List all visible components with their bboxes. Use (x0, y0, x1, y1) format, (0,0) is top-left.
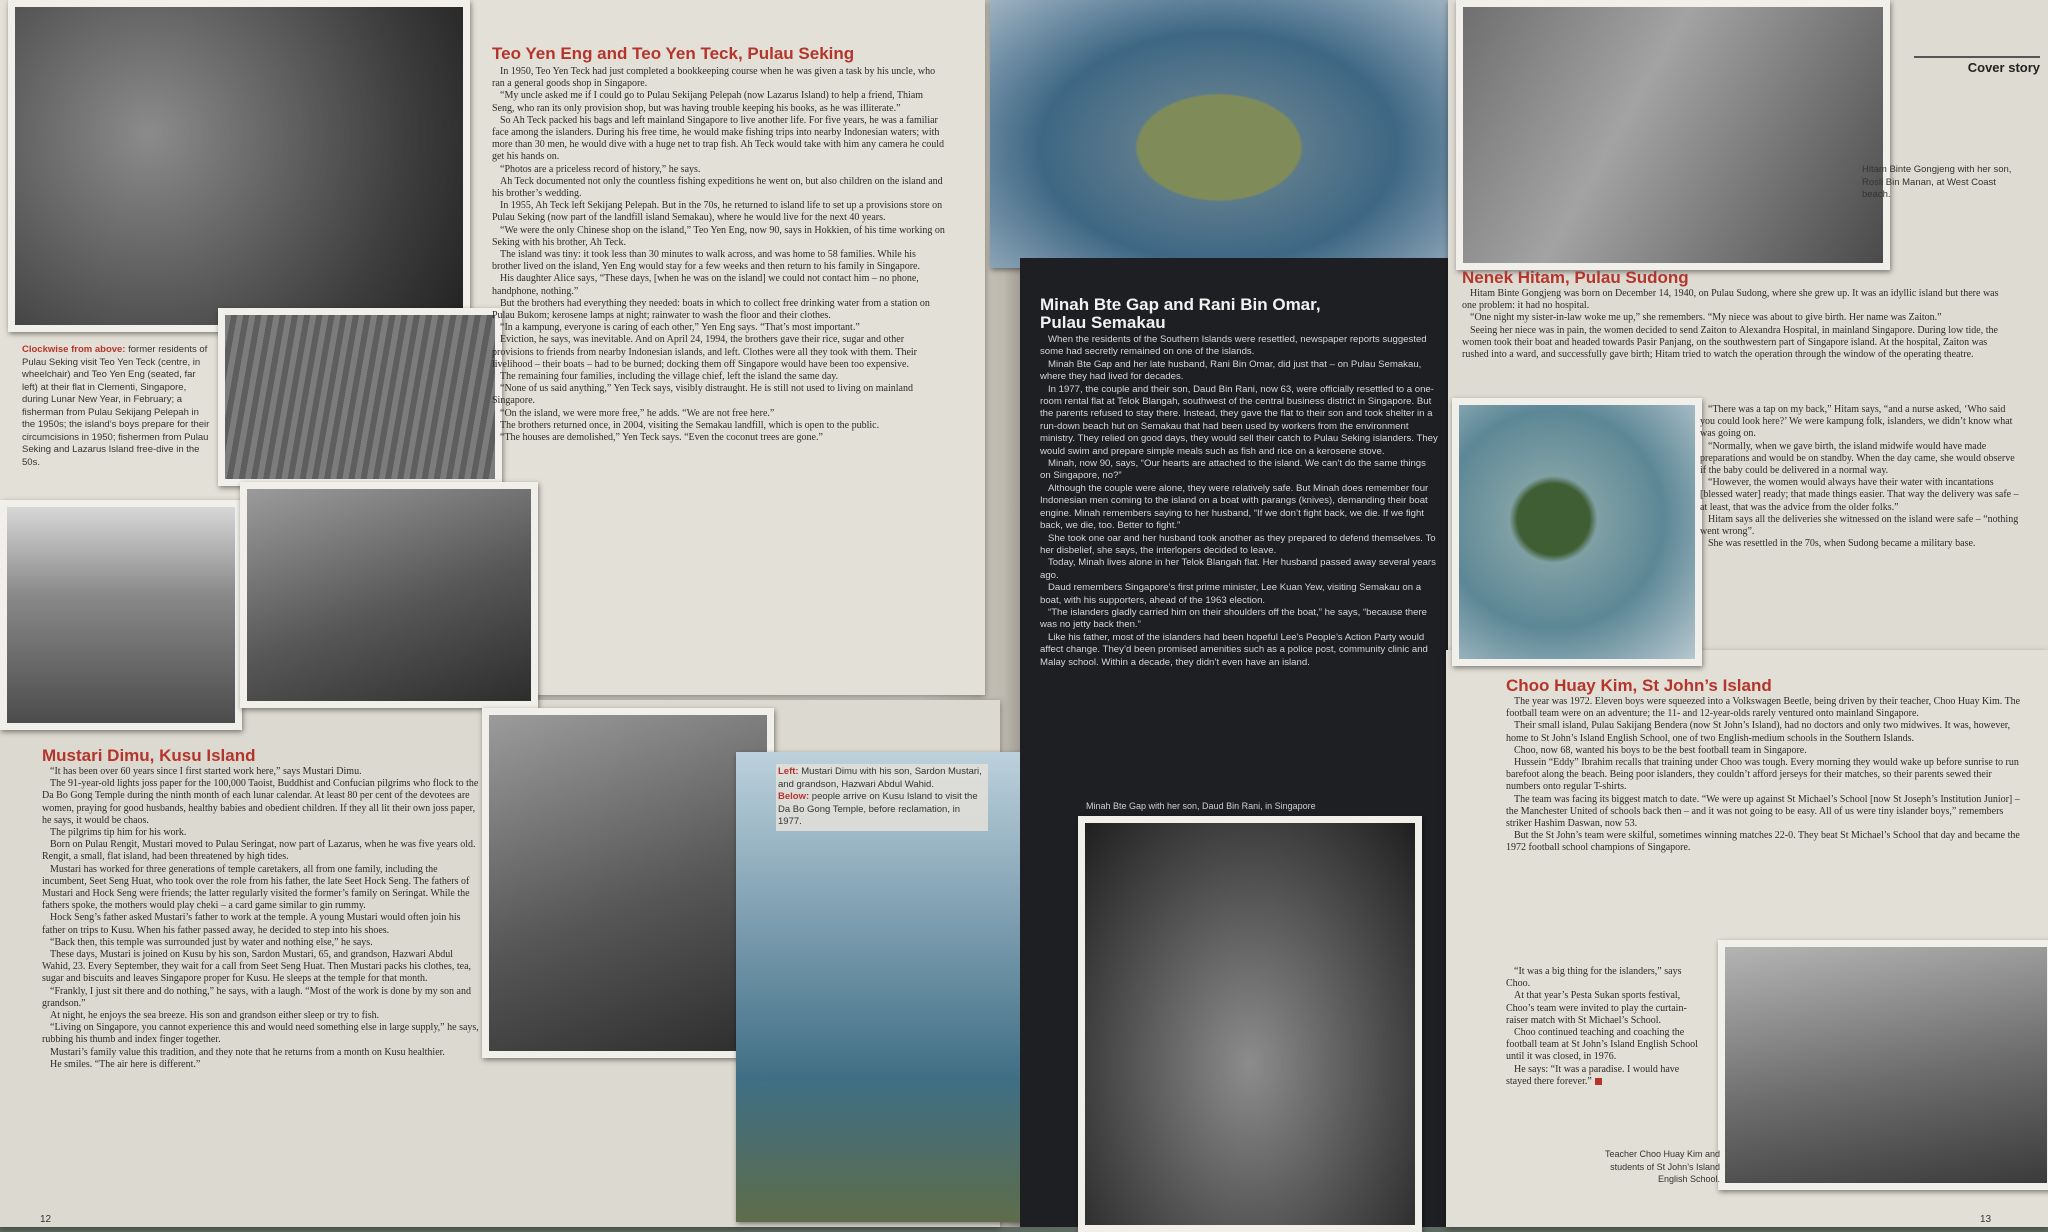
teo-para: The brothers returned once, in 2004, visiting the Semakau landfill, which is open to the public. (500, 419, 880, 431)
hitam-rosli-photo (1456, 0, 1890, 270)
mustari-caption-below: people arrive on Kusu Island to visit the Da Bo Gong Temple, before reclamation, in 1977. (778, 791, 978, 827)
choo-caption: Teacher Choo Huay Kim and students of St John’s Island English School. (1604, 1149, 1720, 1184)
hitam-caption: Hitam Binte Gongjeng with her son, Rosli Bin Manan, at West Coast beach. (1862, 164, 2012, 200)
teo-para: Eviction, he says, was inevitable. And on April 24, 1994, the brothers gave their rice, sugar and other provisions to friends from nearby Indonesian islands, and left. Clothes were all they took with them. Their livelihood – their boats – had to be burned; docking them off Singapore would have been too expensive. (492, 334, 918, 370)
hitam-para: “Normally, when we gave birth, the island midwife would have made preparations and would be on standby. When the day came, she would observe if the baby could be delivered in a normal way. (1700, 440, 2015, 477)
page-number-left: 12 (40, 1214, 52, 1225)
choo-students-photo (1718, 940, 2048, 1190)
mustari-caption-left: Mustari Dimu with his son, Sardon Mustari, and grandson, Hazwari Abdul Wahid. (778, 766, 982, 790)
teo-para: Ah Teck documented not only the countless fishing expeditions he went on, but also children on the island and his brother’s wedding. (492, 175, 943, 200)
minah-para: Minah Bte Gap and her late husband, Rani Bin Omar, did just that – on Pulau Semakau, where they had lived for decades. (1040, 358, 1422, 383)
choo-para (1506, 1064, 1702, 1088)
teo-title: Teo Yen Eng and Teo Yen Teck, Pulau Seking (492, 44, 855, 63)
cover-story-label: Cover story (1914, 56, 2040, 75)
mustari-para: “Frankly, I just sit there and do nothing,” he says, with a laugh. “Most of the work is done by my son and grandson.” (42, 985, 471, 1009)
hitam-para: Seeing her niece was in pain, the women decided to send Zaiton to Alexandra Hospital, in mainland Singapore. During low tide, the women took their boat and headed towards Pasir Panjang, on the southwestern part of Singapore island. At the hospital, Zaiton was rushed into a ward, and successfully gave birth; Hitam tried to watch the operation through the window of the operating theatre. (1462, 324, 1998, 361)
mustari-para: Born on Pulau Rengit, Mustari moved to Pulau Seringat, now part of Lazarus, when he was five years old. Rengit, a small, flat island, had been threatened by high tides. (42, 839, 476, 863)
teo-para: “We were the only Chinese shop on the island,” Teo Yen Eng, now 90, says in Hokkien, of his time working on Seking with his brother, Ah Teck. (492, 224, 945, 248)
mustari-para: Mustari has worked for three generations of temple caretakers, all from one family, including the incumbent, Seet Seng Huat, who took over the role from his father, the late Seet Hock Seng. The fathers of Mustari and Hock Seng were friends; the latter regularly visited the former’s family on Seringat. While the fathers spoke, the mothers would play cheki – a card game similar to gin rummy. (42, 863, 470, 912)
teo-para: But the brothers had everything they needed: boats in which to collect free drinking water from a station on Pulau Bukom; kerosene lamps at night; rainwater to wash the floor and their clothes. (492, 297, 930, 322)
mustari-para: Mustari’s family value this tradition, and they note that he returns from a month on Kusu healthier. (50, 1046, 445, 1058)
minah-caption: Minah Bte Gap with her son, Daud Bin Rani, in Singapore (1086, 801, 1316, 811)
minah-title-line1: Minah Bte Gap and Rani Bin Omar, (1040, 295, 1321, 314)
teo-para: The island was tiny: it took less than 30 minutes to walk across, and was home to 58 families. While his brother lived on the island, Yen Eng would stay for a few weeks and then return to his family in Singapore. (492, 249, 920, 273)
mustari-caption-left-lead: Left: (778, 766, 799, 777)
mustari-para: The pilgrims tip him for his work. (50, 827, 187, 839)
minah-title-line2: Pulau Semakau (1040, 313, 1166, 332)
semakau-aerial-photo (990, 0, 1448, 268)
choo-title: Choo Huay Kim, St John’s Island (1506, 676, 1772, 695)
teo-caption-lead: Clockwise from above: (22, 344, 126, 355)
teo-para: His daughter Alice says, “These days, [when he was on the island] we could not contact him – no phone, handphone, nothing.” (492, 273, 919, 297)
teo-caption (22, 344, 214, 469)
mustari-para: “It has been over 60 years since I first started work here,” says Mustari Dimu. (50, 766, 362, 777)
minah-para: In 1977, the couple and their son, Daud Bin Rani, now 63, were officially resettled to a one-room rental flat at Telok Blangah, southwest of the central business district in Singapore. But the parents refused to stay there. Instead, they gave the flat to their son and took shelter in a run-down beach hut on Semakau that had been used by workers from the environment ministry. They relied on good days, they would sell their catch to Pulau Seking islanders. They would swim and prepare simple meals such as fish and rice on a kerosene stove. (1040, 383, 1438, 457)
minah-para: Today, Minah lives alone in her Telok Blangah flat. Her husband passed away several years ago. (1040, 557, 1436, 581)
teo-caption-text: former residents of Pulau Seking visit Teo Yen Teck (centre, in wheelchair) and Teo Yen Eng (seated, far left) at their flat in Clementi, Singapore, during Lunar New Year, in February; a fisherman from Pulau Sekijang Pelepah in the 1950s; the island’s boys prepare for their circumcisions in 1950; fishermen from Pulau Seking and Lazarus Island free-dive in the 50s. (22, 344, 210, 468)
teo-para: The remaining four families, including the village chief, left the island the same day. (500, 371, 839, 383)
hitam-para: Hitam says all the deliveries she witnessed on the island were safe – “nothing went wrong”. (1700, 513, 2019, 538)
minah-para: Although the couple were alone, they were relatively safe. But Minah does remember four Indonesian men coming to the island on a boat with parangs (knives), demanding their boat engine. Minah remembers saying to her husband, “If we don’t fight back, we die. If we fight back, we die, too. Better to fight.” (1040, 482, 1429, 532)
mustari-para: These days, Mustari is joined on Kusu by his son, Sardon Mustari, 65, and grandson, Hazwari Abdul Wahid, 23. Every September, they wait for a call from Seet Seng Huat. Then Mustari packs his clothes, tea, sugar and biscuits and leaves Singapore proper for Kusu. He sleeps at the temple for that month. (42, 949, 472, 985)
choo-para: Choo, now 68, wanted his boys to be the best football team in Singapore. (1514, 744, 1807, 756)
minah-para: Daud remembers Singapore’s first prime minister, Lee Kuan Yew, visiting Semakau on a boat, with his supporters, ahead of the 1963 election. (1040, 582, 1422, 606)
mustari-para: Hock Seng’s father asked Mustari’s father to work at the temple. A young Mustari would often join his father on trips to Kusu. When his father passed away, he decided to step into his shoes. (42, 912, 461, 936)
teo-para: “None of us said anything,” Yen Teck says, visibly distraught. He is still not used to living on mainland Singapore. (492, 383, 913, 407)
teo-para: So Ah Teck packed his bags and left mainland Singapore to live another life. For five years, he was a familiar face among the islanders. During his free time, he would make fishing trips into nearby Indonesian waters; with more than 30 men, he would dive with a huge net to trap fish. Ah Teck would take with him any camera he could get his hands on. (492, 114, 945, 163)
choo-para: Choo continued teaching and coaching the football team at St John’s Island English School until it was closed, in 1976. (1506, 1027, 1698, 1063)
hitam-para: Hitam Binte Gongjeng was born on December 14, 1940, on Pulau Sudong, where she grew up. It was an idyllic island but there was one problem: it had no hospital. (1462, 288, 1999, 312)
minah-para: “The islanders gladly carried him on their shoulders off the boat,” he says, “because there was no jetty back then.” (1040, 606, 1427, 631)
teo-para: “My uncle asked me if I could go to Pulau Sekijang Pelepah (now Lazarus Island) to help a friend, Thiam Seng, who ran its only provision shop, but was having trouble keeping his books, as he was illiterate.” (492, 90, 924, 114)
mustari-para: “Living on Singapore, you cannot experience this and would need something else in large supply,” he says, rubbing his thumb and index finger together. (42, 1022, 479, 1046)
teo-para: In 1955, Ah Teck left Sekijang Pelepah. But in the 70s, he returned to island life to set up a provisions store on Pulau Seking (now part of the landfill island Semakau), where he would live for the next 40 years. (492, 200, 943, 224)
minah-title (1040, 296, 1321, 332)
end-mark-icon (1595, 1078, 1602, 1085)
mustari-caption-below-lead: Below: (778, 791, 810, 802)
sudong-aerial-photo (1452, 398, 1702, 666)
choo-para: At that year’s Pesta Sukan sports festival, Choo’s team were invited to play the curtain-raiser match with St Michael’s School. (1506, 990, 1687, 1026)
mustari-title: Mustari Dimu, Kusu Island (42, 746, 256, 765)
teo-para: In 1950, Teo Yen Teck had just completed a bookkeeping course when he was given a task by his uncle, who ran a general goods shop in Singapore. (492, 66, 936, 90)
choo-para: Their small island, Pulau Sakijang Bendera (now St John’s Island), had no doctors and only two midwives. It was, however, home to St John’s Island English School, one of two English-medium schools in the Southern Islands. (1506, 720, 2011, 744)
hitam-para: “However, the women would always have their water with incantations [blessed water] ready; that made things easier. That way the delivery was safe – at least, that was the advice from the older folks.” (1700, 477, 2019, 513)
page-number-right: 13 (1980, 1214, 1992, 1225)
mustari-caption (776, 764, 988, 831)
hitam-intro (1462, 288, 2010, 392)
mustari-body (42, 766, 480, 1196)
mustari-family-photo (482, 708, 774, 1058)
minah-para: Like his father, most of the islanders had been hopeful Lee’s People’s Action Party would affect change. They’d been promised amenities such as a police post, community clinic and Malay school. Within a decade, they didn’t even have an island. (1040, 631, 1428, 668)
minah-body (1040, 334, 1438, 764)
mustari-para: He smiles. “The air here is different.” (50, 1058, 201, 1070)
hitam-para: “There was a tap on my back,” Hitam says, “and a nurse asked, ‘Who said you could look here?’ We were kampung folk, islanders, we didn’t know what was going on. (1700, 404, 2013, 440)
mustari-para: At night, he enjoys the sea breeze. His son and grandson either sleep or try to fish. (50, 1010, 380, 1022)
choo-para: Hussein “Eddy” Ibrahim recalls that training under Choo was tough. Every morning they would wake up before sunrise to run barefoot along the beach. Being poor islanders, they couldn’t afford jerseys for their matches, so their parents sewed their numbers onto regular T-shirts. (1506, 757, 2019, 793)
mustari-para: The 91-year-old lights joss paper for the 100,000 Taoist, Buddhist and Confucian pilgrims who flock to the Da Bo Gong Temple during the ninth month of each lunar calendar. At least 80 per cent of the devotees are women, praying for good husbands, healthy babies and obedient children. If they all lit their own joss paper, he says, it would be chaos. (42, 778, 479, 826)
fisherman-net-photo (218, 308, 502, 486)
teo-para: “In a kampung, everyone is caring of each other,” Yen Eng says. “That’s most important.” (500, 322, 860, 334)
choo-last-para: He says: “It was a paradise. I would have stayed there forever.” (1506, 1063, 1680, 1087)
hitam-body (1700, 404, 2022, 650)
hitam-para: “One night my sister-in-law woke me up,” she remembers. “My niece was about to give birth. Her name was Zaiton.” (1470, 312, 1942, 324)
choo-para: The team was facing its biggest match to date. “We were up against St Michael’s School [now St Joseph’s Institution Junior] – the Manchester United of schools back then – and it was not going to be easy. All of us were tiny islander boys,” remembers striker Hashim Daswan, now 53. (1506, 793, 2020, 830)
choo-para: But the St John’s team were skilful, sometimes winning matches 22-0. They beat St Michael’s School that day and became the 1972 football school champions of Singapore. (1506, 830, 2020, 854)
minah-para: When the residents of the Southern Islands were resettled, newspaper reports suggested some had secretly remained on one of the islands. (1040, 334, 1427, 358)
teo-para: “The houses are demolished,” Yen Teck says. “Even the coconut trees are gone.” (500, 432, 823, 444)
free-dive-photo (0, 500, 242, 730)
hitam-para: She was resettled in the 70s, when Sudong became a military base. (1708, 538, 1976, 550)
choo-para: The year was 1972. Eleven boys were squeezed into a Volkswagen Beetle, being driven by their teacher, Choo Huay Kim. The football team were on an adventure; the 11- and 12-year-olds rarely ventured onto mainland Singapore. (1506, 696, 2021, 720)
choo-para: “It was a big thing for the islanders,” says Choo. (1506, 966, 1682, 990)
hitam-title: Nenek Hitam, Pulau Sudong (1462, 268, 1689, 287)
minah-para: She took one oar and her husband took another as they prepared to defend themselves. To her disbelief, she says, the interlopers decided to leave. (1040, 532, 1436, 556)
mustari-para: “Back then, this temple was surrounded just by water and nothing else,” he says. (50, 936, 373, 948)
teo-para: “On the island, we were more free,” he adds. “We are not free here.” (500, 407, 775, 419)
teo-body (492, 66, 947, 672)
choo-body (1506, 696, 2026, 962)
teo-para: “Photos are a priceless record of history,” he says. (500, 163, 701, 175)
minah-daud-photo (1078, 816, 1422, 1232)
family-photo (8, 0, 470, 332)
choo-body-end (1506, 966, 1702, 1126)
minah-para: Minah, now 90, says, “Our hearts are attached to the island. We can’t do the same things on Singapore, no?” (1040, 458, 1426, 482)
